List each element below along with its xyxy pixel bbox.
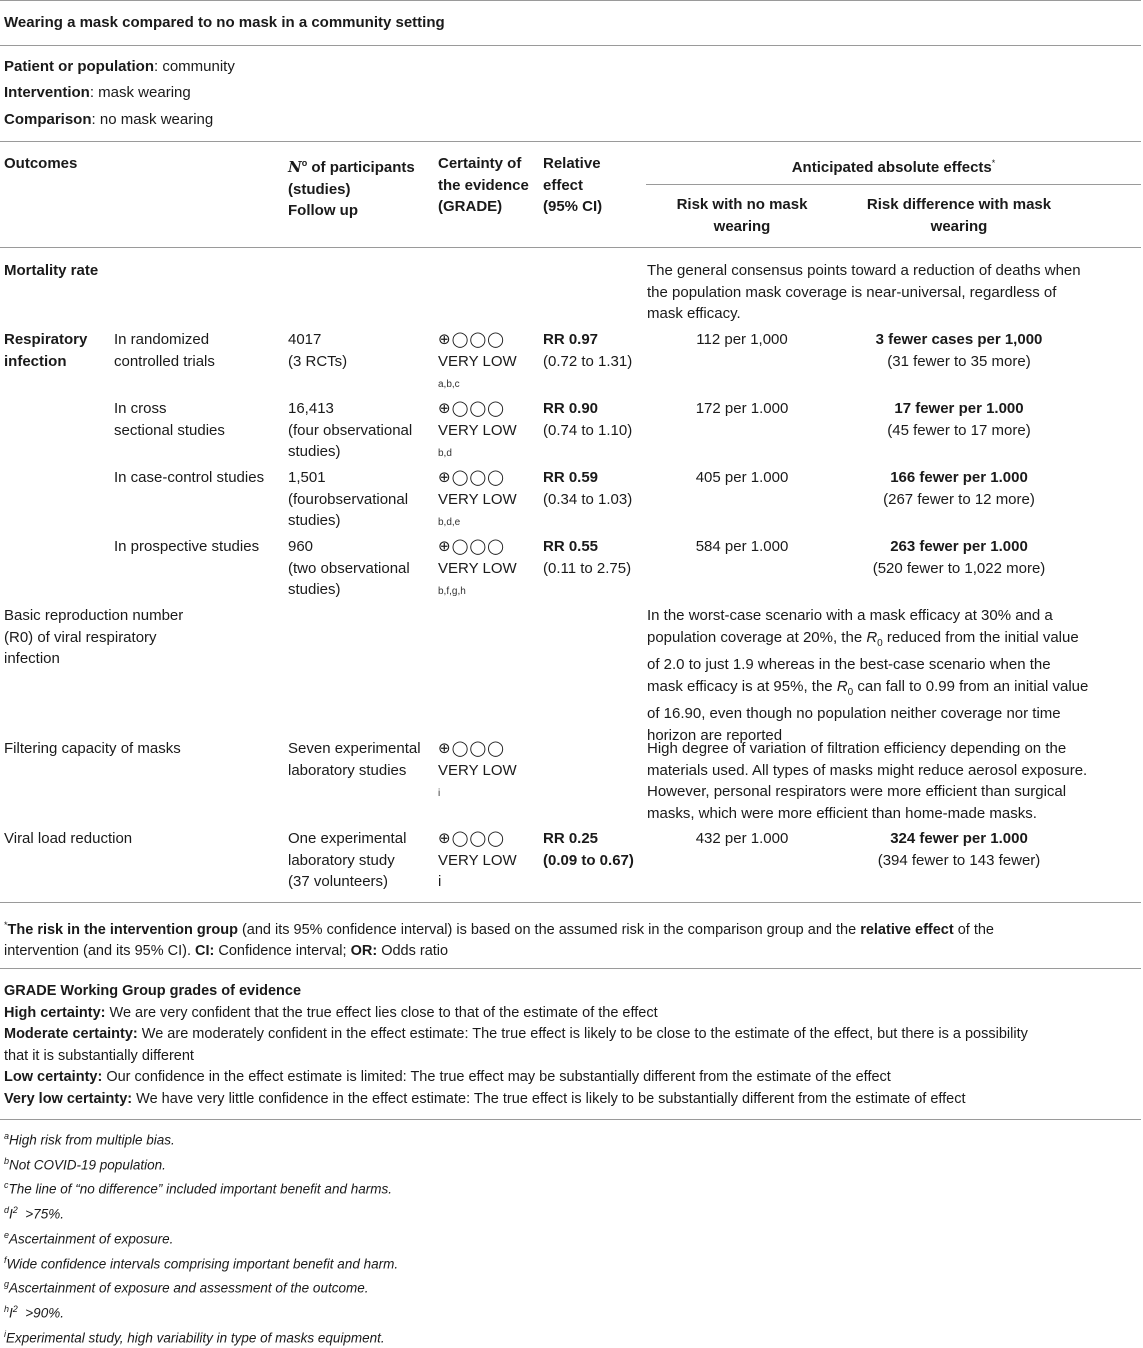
header-participants: $N^o$ of participants (studies) Follow up — [288, 158, 415, 219]
risk-prospective: 584 per 1.000 — [695, 538, 789, 555]
sub-prospective: In prospective studies — [114, 538, 260, 555]
participants-cross: 16,413 (four observational studies) — [288, 400, 413, 460]
meta-intervention: Intervention: mask wearing — [4, 84, 191, 101]
header-risk-no-mask: Risk with no mask wearing — [676, 196, 808, 235]
certainty-viral: ⊕◯◯◯ VERY LOW i — [438, 830, 517, 890]
outcome-filtering: Filtering capacity of masks — [4, 740, 181, 757]
relative-rct: RR 0.97 (0.72 to 1.31) — [543, 331, 633, 370]
relative-case-control: RR 0.59 (0.34 to 1.03) — [543, 469, 633, 508]
risk-rct: 112 per 1,000 — [696, 331, 788, 348]
certainty-filtering: ⊕◯◯◯ VERY LOW i — [438, 740, 517, 799]
header-anticipated: Anticipated absolute effects* — [791, 158, 996, 176]
participants-prospective: 960 (two observational studies) — [288, 538, 410, 598]
footnotes: $^a$High risk from multiple bias. $^b$Not COVID-19 population. $^c$The line of “no difference” included important benefit and harms. $^dI^2 >75\%$. $^e$Ascertainment of exposure. $^f$Wide confidence intervals comprising important benefit and harm. $^g$Ascertainment of exposure and assessment of the outcome. $^hI^2 >90\%$. $^i$Experimental study, high variability in type of masks equipment. — [4, 1131, 399, 1346]
header-outcomes: Outcomes — [4, 155, 78, 172]
relative-cross: RR 0.90 (0.74 to 1.10) — [543, 400, 633, 439]
participants-case-control: 1,501 (fourobservational studies) — [288, 469, 409, 529]
header-certainty: Certainty of the evidence (GRADE) — [438, 155, 529, 215]
difference-viral: 324 fewer per 1.000 (394 fewer to 143 fewer) — [877, 830, 1041, 869]
certainty-symbol: ⊕◯◯◯ — [438, 331, 505, 348]
certainty-cross: ⊕◯◯◯ VERY LOW b,d — [438, 400, 517, 459]
certainty-prospective: ⊕◯◯◯ VERY LOW b,f,g,h — [438, 538, 517, 597]
mortality-note: The general consensus points toward a reduction of deaths when the population mask coverage is near-universal, regardless of mask efficacy. — [647, 262, 1081, 322]
certainty-case-control: ⊕◯◯◯ VERY LOW b,d,e — [438, 469, 517, 528]
risk-case-control: 405 per 1.000 — [695, 469, 789, 486]
header-relative-effect: Relative effect (95% CI) — [543, 155, 603, 215]
sub-cross-sectional: In cross sectional studies — [114, 400, 225, 439]
r0-note: In the worst-case scenario with a mask efficacy at 30% and a population coverage at 20%, the $R_0$ reduced from the initial value of 2.0 to just 1.9 whereas in the best-case scenario when the mask efficacy is at 95%, the $R_0$ can fall to 0.99 from an initial value of 16.90, even though no population neither coverage nor time horizon are reported — [647, 607, 1089, 744]
difference-prospective: 263 fewer per 1.000 (520 fewer to 1,022 more) — [872, 538, 1046, 577]
outcome-respiratory-infection: Respiratory infection — [4, 331, 88, 370]
header-divider — [646, 184, 1141, 185]
outcome-r0: Basic reproduction number (R0) of viral respiratory infection — [4, 607, 184, 667]
filtering-note: High degree of variation of filtration efficiency depending on the materials used. All types of masks might reduce aerosol exposure. However, personal respirators were more efficient than surgical masks, which were more efficient than home-made masks. — [647, 740, 1088, 822]
table-title: Wearing a mask compared to no mask in a community setting — [4, 14, 445, 31]
certainty-rct: ⊕◯◯◯ VERY LOW a,b,c — [438, 331, 517, 390]
relative-viral: RR 0.25 (0.09 to 0.67) — [543, 830, 634, 869]
grade-section: GRADE Working Group grades of evidence High certainty: We are very confident that the true effect lies close to that of the estimate of the effect Moderate certainty: We are moderately confident in the effect estimate: The true effect is likely to be close to the estimate of the effect, but there is a possibility that it is substantially different Low certainty: Our confidence in the effect estimate is limited: The true effect may be substantially different from the estimate of the effect Very low certainty: We have very little confidence in the effect estimate: The true effect is likely to be substantially different from the estimate of effect — [4, 983, 1028, 1107]
participants-filtering: Seven experimental laboratory studies — [288, 740, 421, 779]
relative-prospective: RR 0.55 (0.11 to 2.75) — [543, 538, 632, 577]
risk-viral: 432 per 1.000 — [695, 830, 789, 847]
participants-viral: One experimental laboratory study (37 volunteers) — [288, 830, 407, 890]
outcome-viral-load: Viral load reduction — [4, 830, 133, 847]
meta-population: Patient or population: community — [4, 58, 235, 75]
sub-rct: In randomized controlled trials — [114, 331, 215, 370]
difference-case-control: 166 fewer per 1.000 (267 fewer to 12 more) — [883, 469, 1035, 508]
header-risk-difference: Risk difference with mask wearing — [866, 196, 1052, 235]
meta-comparison: Comparison: no mask wearing — [4, 111, 214, 128]
outcome-mortality: Mortality rate — [4, 262, 99, 279]
participants-rct: 4017 (3 RCTs) — [288, 331, 348, 370]
risk-note: *The risk in the intervention group (and its 95% confidence interval) is based on the assumed risk in the comparison group and the relative effect of the intervention (and its 95% CI). CI: Confidence interval; OR: Odds ratio — [4, 920, 994, 960]
sub-case-control: In case-control studies — [114, 469, 265, 486]
risk-cross: 172 per 1.000 — [695, 400, 789, 417]
difference-rct: 3 fewer cases per 1,000 (31 fewer to 35 more) — [875, 331, 1043, 370]
difference-cross: 17 fewer per 1.000 (45 fewer to 17 more) — [887, 400, 1031, 439]
